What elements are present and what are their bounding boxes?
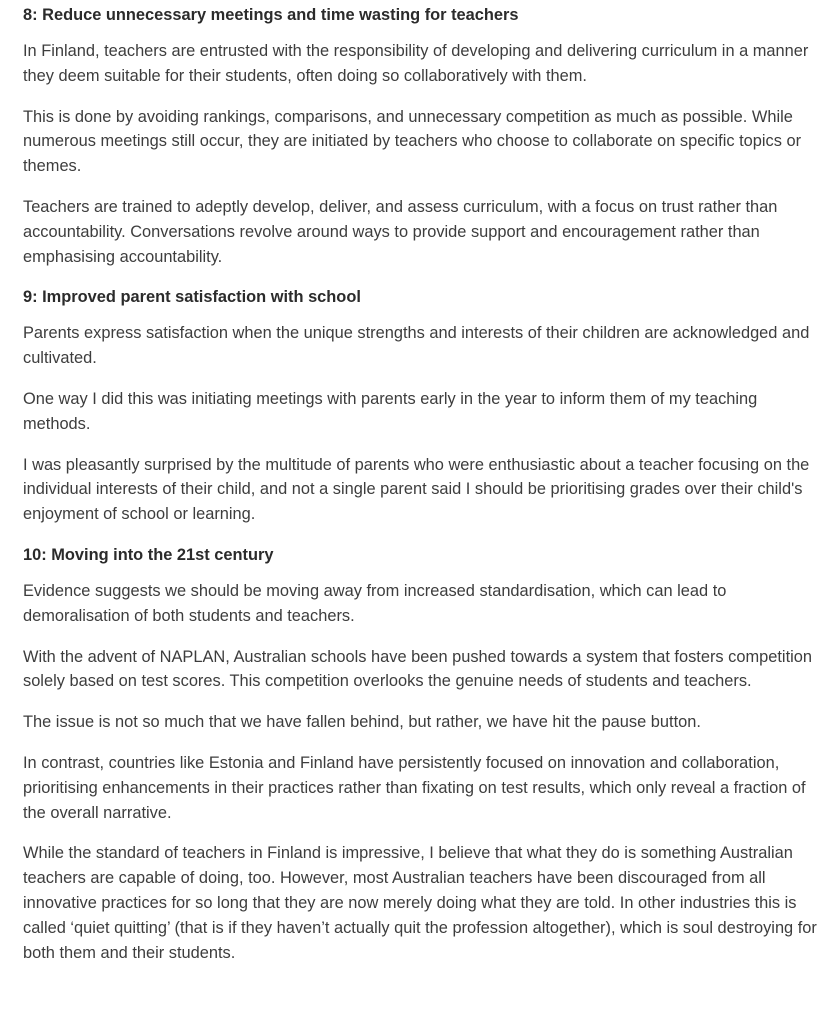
paragraph: I was pleasantly surprised by the multitude of parents who were enthusiastic about a teacher focusing on the individual interests of their child, and not a single parent said I should be prioritising grades over their child's enjoyment of school or learning. xyxy=(23,455,810,524)
section-10 xyxy=(23,543,822,965)
paragraph: Evidence suggests we should be moving away from increased standardisation, which can lead to demoralisation of both students and teachers. xyxy=(23,581,727,625)
paragraph: In contrast, countries like Estonia and Finland have persistently focused on innovation and collaboration, prioritising enhancements in their practices rather than fixating on test results, which only reveal a fraction of the overall narrative. xyxy=(23,753,806,822)
paragraph: In Finland, teachers are entrusted with the responsibility of developing and delivering curriculum in a manner they deem suitable for their students, often doing so collaboratively with them. xyxy=(23,42,809,85)
paragraph: Teachers are trained to adeptly develop, deliver, and assess curriculum, with a focus on trust rather than accountability. Conversations revolve around ways to provide support and encouragement rather than emphasising accountability. xyxy=(23,197,778,266)
section-8 xyxy=(23,3,822,269)
paragraph: Parents express satisfaction when the unique strengths and interests of their children are acknowledged and cultivated. xyxy=(23,324,810,368)
paragraph: This is done by avoiding rankings, comparisons, and unnecessary competition as much as possible. While numerous meetings still occur, they are initiated by teachers who choose to collaborate on specific topics or themes. xyxy=(23,107,802,176)
section-9 xyxy=(23,285,822,527)
paragraph: One way I did this was initiating meetings with parents early in the year to inform them of my teaching methods. xyxy=(23,389,758,433)
paragraph: The issue is not so much that we have fallen behind, but rather, we have hit the pause button. xyxy=(23,713,701,732)
paragraph: While the standard of teachers in Finland is impressive, I believe that what they do is something Australian teachers are capable of doing, too. However, most Australian teachers have been discouraged from all innovative practices for so long that they are now merely doing what they are told. In other industries this is called ‘quiet quitting’ (that is if they haven’t actually quit the profession altogether), which is soul destroying for both them and their students. xyxy=(23,844,817,962)
section-heading: 10: Moving into the 21st century xyxy=(23,545,274,564)
section-heading: 8: Reduce unnecessary meetings and time wasting for teachers xyxy=(23,6,519,24)
paragraph: With the advent of NAPLAN, Australian schools have been pushed towards a system that fosters competition solely based on test scores. This competition overlooks the genuine needs of students and teachers. xyxy=(23,647,812,691)
section-heading: 9: Improved parent satisfaction with school xyxy=(23,288,361,307)
